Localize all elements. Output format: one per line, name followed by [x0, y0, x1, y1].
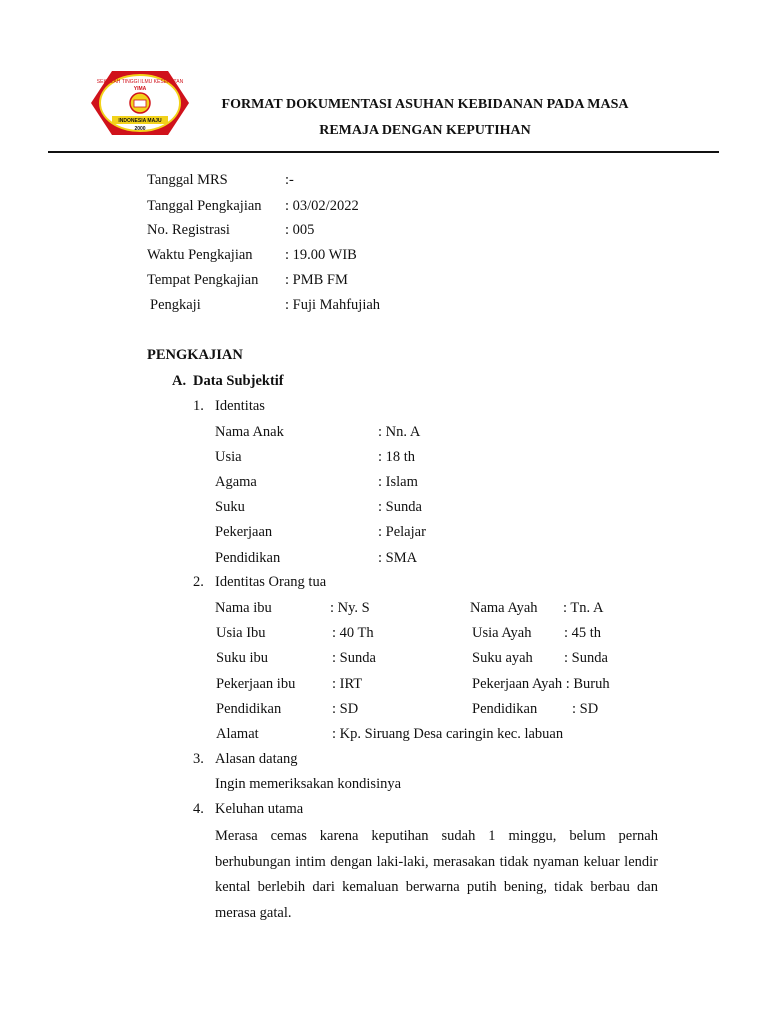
- document-title-line-1: FORMAT DOKUMENTASI ASUHAN KEBIDANAN PADA MASA: [221, 97, 629, 112]
- info-value-tanggal-mrs: :-: [285, 172, 294, 188]
- item-number: 2.: [193, 574, 204, 590]
- institution-logo: [90, 68, 190, 138]
- identitas-label: Pekerjaan: [215, 524, 273, 540]
- alamat-label: Alamat: [216, 726, 259, 742]
- ayah-value: : Tn. A: [563, 600, 604, 616]
- item-title-alasan-datang: Alasan datang: [215, 751, 298, 767]
- identitas-value: : Islam: [378, 474, 418, 490]
- info-value-pengkaji: : Fuji Mahfujiah: [285, 297, 381, 313]
- ibu-value: : 40 Th: [332, 625, 374, 641]
- identitas-value: : 18 th: [378, 449, 416, 465]
- info-label-tanggal-mrs: Tanggal MRS: [147, 172, 228, 188]
- ayah-value: : Sunda: [564, 650, 608, 666]
- ayah-value: : 45 th: [564, 625, 602, 641]
- ibu-value: : Ny. S: [330, 600, 370, 616]
- logo-emblem-book: [134, 100, 146, 107]
- item-title-identitas-orang-tua: Identitas Orang tua: [215, 574, 327, 590]
- info-label-pengkaji: Pengkaji: [150, 297, 201, 313]
- info-value-tempat-pengkajian: : PMB FM: [285, 272, 348, 288]
- identitas-label: Usia: [215, 449, 242, 465]
- ayah-label: Nama Ayah: [470, 600, 538, 616]
- ibu-value: : Sunda: [332, 650, 376, 666]
- identitas-value: : SMA: [378, 550, 418, 566]
- item-title-identitas: Identitas: [215, 398, 265, 414]
- alamat-value: : Kp. Siruang Desa caringin kec. labuan: [332, 726, 564, 742]
- ayah-label: Suku ayah: [472, 650, 533, 666]
- identitas-label: Nama Anak: [215, 424, 284, 440]
- logo-text-bottom: INDONESIA MAJU: [118, 118, 162, 124]
- identitas-value: : Pelajar: [378, 524, 426, 540]
- item-number: 4.: [193, 801, 204, 817]
- info-value-waktu-pengkajian: : 19.00 WIB: [285, 247, 357, 263]
- info-label-tempat-pengkajian: Tempat Pengkajian: [147, 272, 259, 288]
- keluhan-utama-text: Merasa cemas karena keputihan sudah 1 minggu, belum pernah berhubungan intim dengan laki-laki, merasakan tidak nyaman keluar lendir kental berlebih dari kemaluan berwarna putih bening, tidak berbau dan merasa gatal.: [215, 828, 658, 921]
- section-title: PENGKAJIAN: [147, 347, 243, 363]
- identitas-value: : Sunda: [378, 499, 422, 515]
- ayah-value: : SD: [572, 701, 599, 717]
- ayah-label: Pendidikan: [472, 701, 538, 717]
- identitas-value: : Nn. A: [378, 424, 421, 440]
- alasan-datang-text: Ingin memeriksakan kondisinya: [215, 776, 402, 792]
- logo-text-name: YIMA: [133, 86, 147, 92]
- info-value-tanggal-pengkajian: : 03/02/2022: [285, 198, 359, 214]
- ayah-label: Pekerjaan Ayah : Buruh: [472, 676, 610, 692]
- info-label-no-registrasi: No. Registrasi: [147, 222, 230, 238]
- ibu-label: Suku ibu: [216, 650, 268, 666]
- info-label-waktu-pengkajian: Waktu Pengkajian: [147, 247, 253, 263]
- ibu-label: Usia Ibu: [216, 625, 266, 641]
- logo-text-year: 2000: [134, 126, 146, 132]
- document-title-line-2: REMAJA DENGAN KEPUTIHAN: [319, 123, 531, 138]
- item-number: 3.: [193, 751, 204, 767]
- ibu-label: Nama ibu: [215, 600, 272, 616]
- ibu-label: Pendidikan: [216, 701, 282, 717]
- ibu-label: Pekerjaan ibu: [216, 676, 296, 692]
- ayah-label: Usia Ayah: [472, 625, 532, 641]
- info-label-tanggal-pengkajian: Tanggal Pengkajian: [147, 198, 262, 214]
- ibu-value: : IRT: [332, 676, 363, 692]
- ibu-value: : SD: [332, 701, 359, 717]
- identitas-label: Pendidikan: [215, 550, 281, 566]
- subsection-marker: A.: [172, 373, 187, 389]
- identitas-label: Agama: [215, 474, 257, 490]
- item-number: 1.: [193, 398, 204, 414]
- logo-text-top: SEKOLAH TINGGI ILMU KESEHATAN: [96, 79, 184, 85]
- info-value-no-registrasi: : 005: [285, 222, 315, 238]
- item-title-keluhan-utama: Keluhan utama: [215, 801, 304, 817]
- subsection-title: Data Subjektif: [193, 373, 284, 389]
- header-divider: [48, 151, 719, 153]
- identitas-label: Suku: [215, 499, 245, 515]
